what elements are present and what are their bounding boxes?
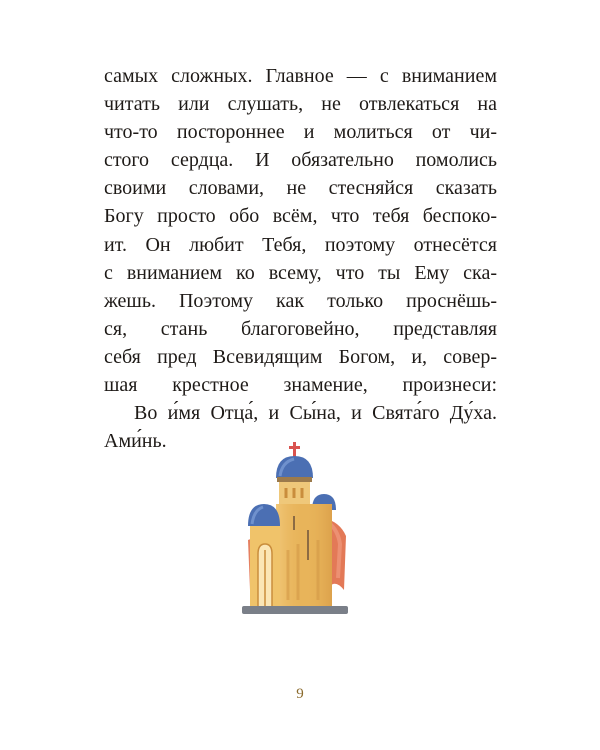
text-line: читать или слушать, не отвлекаться на <box>104 93 497 116</box>
body-text <box>104 62 497 455</box>
church-base <box>242 606 348 614</box>
text-line: ит. Он любит Тебя, поэтому отнесётся <box>104 233 497 256</box>
text-line: жешь. Поэтому как только проснёшь- <box>104 289 497 312</box>
text-line: ся, стань благоговейно, представляя <box>104 317 497 340</box>
text-line: самых сложных. Главное — с вниманием <box>104 65 497 87</box>
prayer-line: Ами́нь. <box>104 430 167 453</box>
cross-icon <box>289 442 300 458</box>
text-line: своими словами, не стесняйся сказать <box>104 177 497 200</box>
page-number: 9 <box>296 686 304 702</box>
text-line: стого сердца. И обязательно помолись <box>104 149 497 172</box>
text-line: что-то постороннее и молиться от чи- <box>104 121 497 144</box>
text-line: себя пред Всевидящим Богом, и, совер- <box>104 345 497 368</box>
church-illustration-icon <box>236 440 360 620</box>
prayer-line: Во и́мя Отца́, и Сы́на, и Свята́го Ду́ха. <box>134 402 497 425</box>
text-line: шая крестное знамение, произнеси: <box>104 374 497 397</box>
text-line: с вниманием ко всему, что ты Ему ска- <box>104 261 497 284</box>
text-line: Богу просто обо всём, что тебя беспоко- <box>104 205 497 228</box>
